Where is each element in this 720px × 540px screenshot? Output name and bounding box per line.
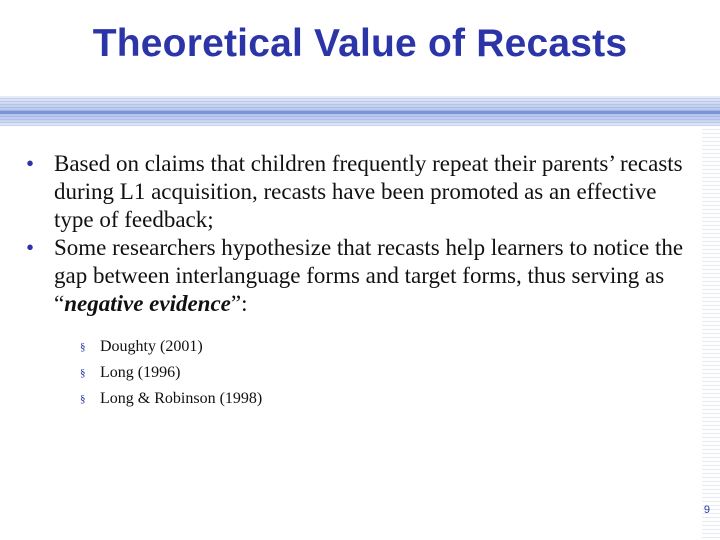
bullet-emphasis: negative evidence bbox=[64, 291, 231, 316]
page-number: 9 bbox=[703, 504, 710, 516]
bullet-marker: • bbox=[26, 151, 35, 176]
header-band-line bbox=[0, 111, 720, 114]
sub-bullet-marker: § bbox=[80, 393, 86, 405]
bullet-marker: • bbox=[26, 235, 35, 260]
bullet-text: Some researchers hypothesize that recasts help learners to notice the gap between interlanguage forms and target forms, thus serving as “ bbox=[54, 235, 684, 316]
sub-bullet-marker: § bbox=[80, 367, 86, 379]
reference-text: Doughty (2001) bbox=[100, 338, 203, 355]
right-edge-decoration bbox=[702, 126, 720, 540]
slide-body bbox=[26, 150, 694, 412]
reference-text: Long (1996) bbox=[100, 364, 181, 381]
reference-item bbox=[80, 334, 694, 360]
sub-bullet-marker: § bbox=[80, 341, 86, 353]
slide-title: Theoretical Value of Recasts bbox=[92, 22, 628, 65]
bullet-text: Based on claims that children frequently repeat their parents’ recasts during L1 acquisition, recasts have been promoted as an effective type of feedback; bbox=[54, 151, 683, 232]
reference-text: Long & Robinson (1998) bbox=[100, 390, 263, 407]
bullet-item bbox=[26, 234, 694, 318]
reference-item bbox=[80, 386, 694, 412]
reference-list bbox=[26, 334, 694, 412]
reference-item bbox=[80, 360, 694, 386]
bullet-text-end: ”: bbox=[230, 291, 248, 316]
bullet-item bbox=[26, 150, 694, 234]
